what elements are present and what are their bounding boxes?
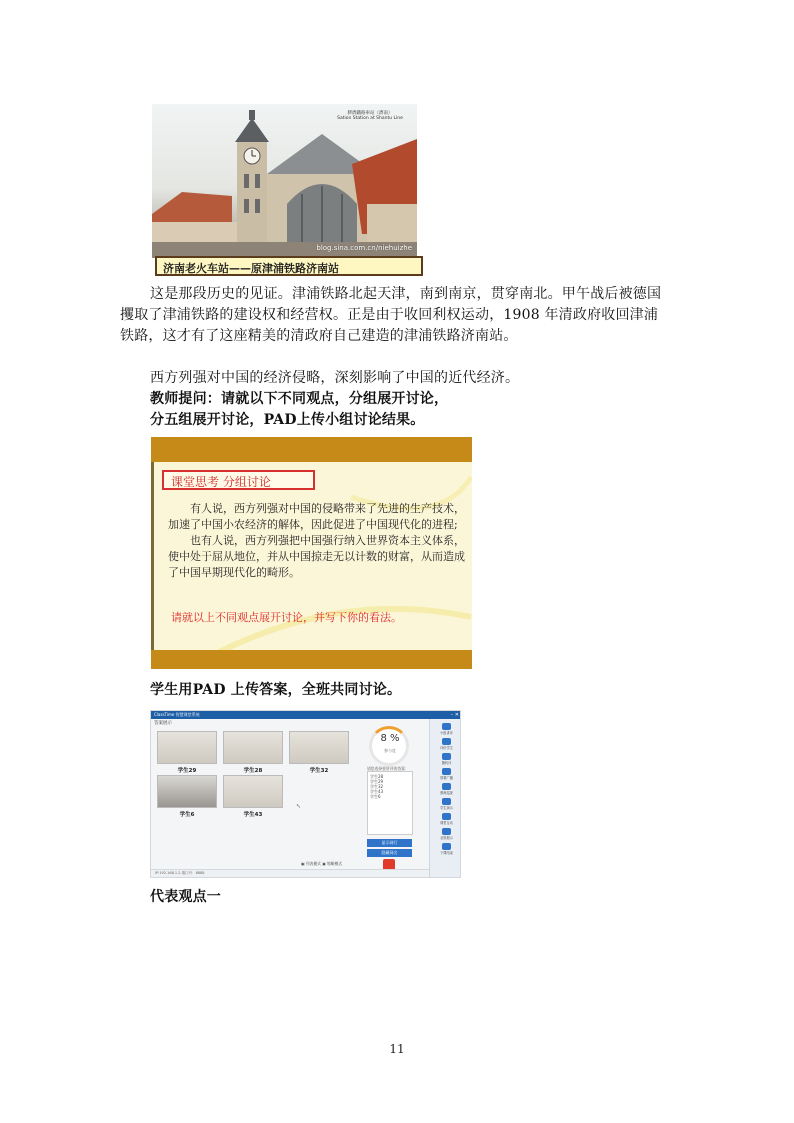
photo-header-en: Sation Station at Shantu Line <box>337 116 403 121</box>
sidebar-demo-icon[interactable] <box>442 798 451 805</box>
list-item[interactable]: 学生32 <box>370 784 384 789</box>
sidebar-label: 下课结束 <box>440 851 453 855</box>
mouse-cursor-icon: ↖ <box>296 803 302 810</box>
sidebar-label: 屏幕广播 <box>440 776 453 780</box>
photo-header-text <box>320 111 417 121</box>
answer-list[interactable] <box>367 771 413 835</box>
app-sidebar <box>429 719 461 878</box>
thumbnail-label: 学生43 <box>243 812 263 818</box>
slide-top-bar <box>151 437 472 462</box>
status-text: IP:192.168.1.2 端口号：8888 <box>155 871 205 875</box>
list-item[interactable]: 学生6 <box>370 794 381 799</box>
participation-ring <box>369 726 409 766</box>
sidebar-group-icon[interactable] <box>442 723 451 730</box>
view-mode-toggle[interactable]: ▣ 列表模式 ▣ 缩略模式 <box>301 861 343 866</box>
app-window-title: ClassTime 智慧课堂系统 <box>154 712 200 717</box>
app-statusbar <box>151 869 429 878</box>
answer-thumbnail[interactable] <box>223 731 283 764</box>
sidebar-label: 课堂互动 <box>440 821 453 825</box>
slide-view-1: 有人说，西方列强对中国的侵略带来了先进的生产技术，加速了中国小农经济的解体，因此促进了中国现代化的进程; <box>168 502 465 531</box>
slide-title: 课堂思考 分组讨论 <box>171 475 271 489</box>
thumbnail-label: 学生6 <box>179 812 195 818</box>
paragraph-economy: 西方列强对中国的经济侵略，深刻影响了中国的近代经济。 <box>150 370 520 386</box>
sidebar-random-icon[interactable] <box>442 753 451 760</box>
sidebar-label: 教师巡视 <box>440 791 453 795</box>
sidebar-end-icon[interactable] <box>442 843 451 850</box>
thumbnail-label: 学生28 <box>243 768 263 774</box>
answer-thumbnail[interactable] <box>157 775 217 808</box>
slide-bottom-bar <box>151 650 472 669</box>
sidebar-interact-icon[interactable] <box>442 813 451 820</box>
app-section-title: 答案展示 <box>154 721 172 726</box>
page-number: 11 <box>389 1042 405 1056</box>
sidebar-evaluate-icon[interactable] <box>442 738 451 745</box>
list-item[interactable]: 学生43 <box>370 789 384 794</box>
sidebar-label: 学生演示 <box>440 806 453 810</box>
photo-caption: 济南老火车站——原津浦铁路济南站 <box>163 262 339 275</box>
participation-value: 8 % <box>380 733 400 744</box>
sidebar-fullscreen-icon[interactable] <box>442 828 451 835</box>
sidebar-label: 全屏展示 <box>440 836 453 840</box>
paragraph-history: 这是那段历史的见证。津浦铁路北起天津，南到南京，贯穿南北。甲午战后被德国攫取了津浦铁路的建设权和经营权。正是由于收回利权运动，1908 年清政府收回津浦铁路，这才有了这座精美的清政府自己建造的津浦铁路济南站。 <box>120 286 662 344</box>
answer-list-header: 请您选择要讲评的答案： <box>367 766 409 771</box>
slide-view-2: 也有人说，西方列强把中国强行纳入世界资本主义体系，使中处于屈从地位，并从中国掠走无以计数的财富，从而造成了中国早期现代化的畸形。 <box>168 534 465 579</box>
hide-names-button[interactable]: 隐藏网名 <box>367 849 412 857</box>
show-names-button[interactable]: 显示网行 <box>367 839 412 847</box>
app-titlebar <box>151 711 461 719</box>
photo-watermark: blog.sina.com.cn/niehuizhe <box>316 244 412 252</box>
sidebar-label: 评价学生 <box>440 746 453 750</box>
window-controls-icon[interactable]: – ✕ <box>450 712 459 718</box>
photo-caption-bar <box>155 256 423 276</box>
answer-thumbnail[interactable] <box>157 731 217 764</box>
station-photo <box>152 104 417 258</box>
teacher-question-2: 分五组展开讨论，PAD上传小组讨论结果。 <box>150 412 425 428</box>
thumbnail-label: 学生32 <box>309 768 329 774</box>
discussion-slide <box>151 437 472 669</box>
sidebar-patrol-icon[interactable] <box>442 783 451 790</box>
thumbnail-label: 学生29 <box>177 768 197 774</box>
participation-caption: 参与度 <box>384 748 396 753</box>
answer-thumbnail[interactable] <box>289 731 349 764</box>
photo-header-cn: 膠濟鐵路車站（濟南） <box>347 111 393 116</box>
paragraph-upload: 学生用PAD 上传答案，全班共同讨论。 <box>150 682 402 698</box>
slide-prompt: 请就以上不同观点展开讨论，并写下你的看法。 <box>171 611 402 624</box>
answer-thumbnail[interactable] <box>223 775 283 808</box>
slide-title-box <box>162 470 315 490</box>
list-item[interactable]: 学生29 <box>370 779 384 784</box>
slide-body <box>168 501 468 581</box>
paragraph-view-one: 代表观点一 <box>150 889 221 905</box>
list-item[interactable]: 学生28 <box>370 774 384 779</box>
pad-app-screenshot <box>150 710 461 878</box>
slide-side-bar <box>151 462 154 650</box>
teacher-question-1: 教师提问：请就以下不同观点，分组展开讨论， <box>150 391 449 407</box>
sidebar-broadcast-icon[interactable] <box>442 768 451 775</box>
sidebar-label: 小组讲评 <box>440 731 453 735</box>
station-illustration <box>152 104 417 258</box>
sidebar-label: 随机评 <box>441 761 452 765</box>
